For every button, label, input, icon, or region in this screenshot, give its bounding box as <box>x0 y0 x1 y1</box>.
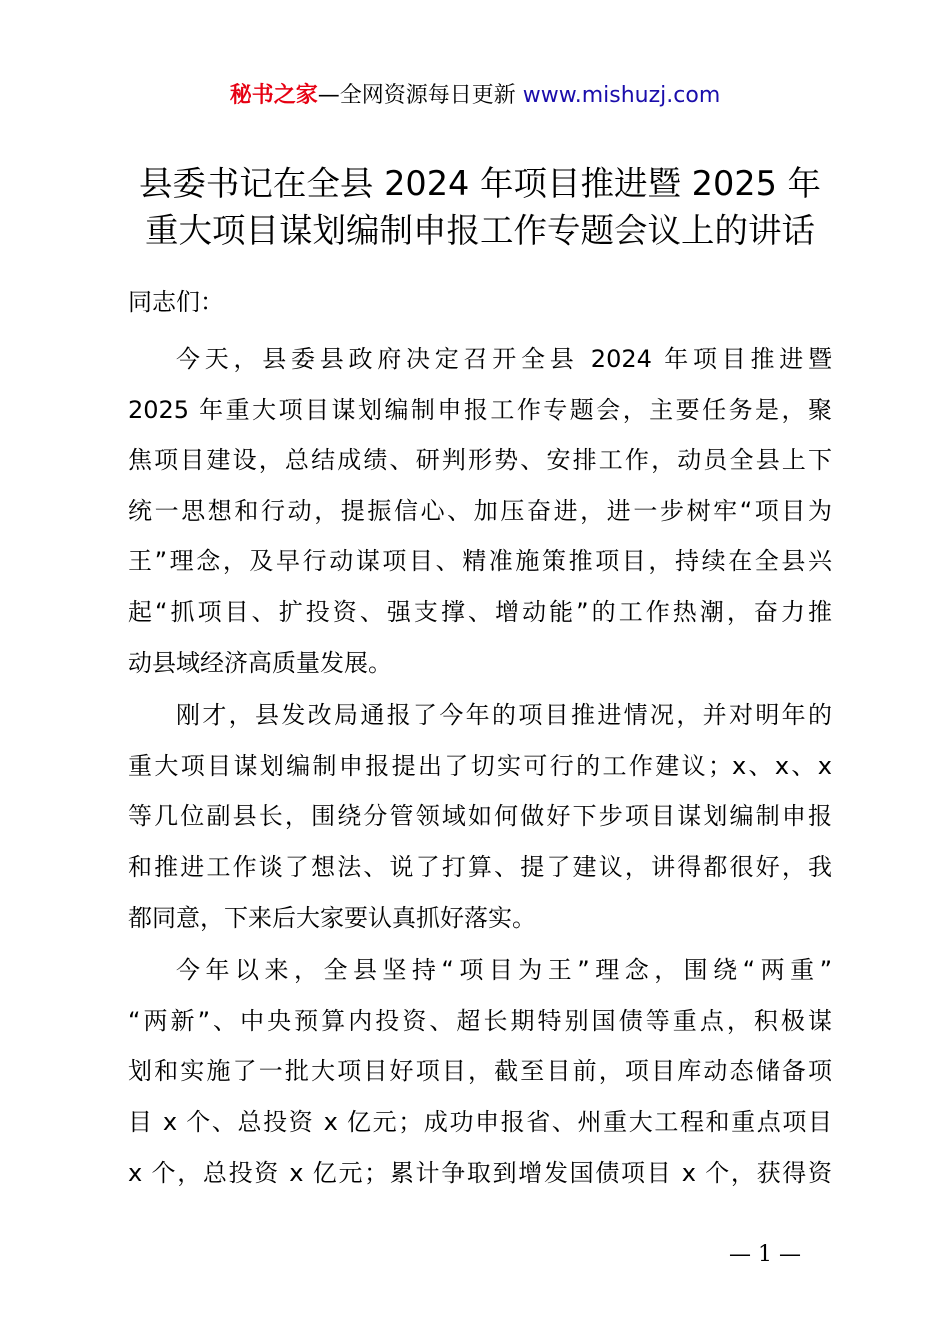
site-brand: 秘书之家 <box>229 83 318 108</box>
text-line: 等几位副县长，围绕分管领域如何做好下步项目谋划编制申报 <box>128 802 832 831</box>
text-line: 焦项目建设，总结成绩、研判形势、安排工作，动员全县上下 <box>128 446 832 475</box>
text-line: x 个，总投资 x 亿元；累计争取到增发国债项目 x 个，获得资 <box>128 1158 832 1187</box>
text-line: 统一思想和行动，提振信心、加压奋进，进一步树牢“项目为 <box>128 496 832 525</box>
text-line: 目 x 个、总投资 x 亿元；成功申报省、州重大工程和重点项目 <box>128 1107 832 1136</box>
text-line: 刚才，县发改局通报了今年的项目推进情况，并对明年的 <box>176 701 832 730</box>
text-line: 起“抓项目、扩投资、强支撑、增动能”的工作热潮，奋力推 <box>128 597 832 626</box>
site-header <box>0 80 950 112</box>
text-line: “两新”、中央预算内投资、超长期特别国债等重点，积极谋 <box>128 1006 832 1035</box>
page-number: — 1 — <box>729 1242 801 1267</box>
title-line: 重大项目谋划编制申报工作专题会议上的讲话 <box>145 211 815 250</box>
document-title <box>125 160 835 254</box>
text-line: 动县域经济高质量发展。 <box>128 648 392 677</box>
paragraph <box>128 945 832 1198</box>
site-url-link[interactable]: www.mishuzj.com <box>522 83 721 108</box>
text-line: 都同意，下来后大家要认真抓好落实。 <box>128 903 536 932</box>
text-line: 划和实施了一批大项目好项目，截至目前，项目库动态储备项 <box>128 1057 832 1086</box>
paragraph <box>128 334 832 688</box>
site-slogan: —全网资源每日更新 <box>317 83 523 108</box>
document-body <box>128 334 832 1200</box>
text-line: 王”理念，及早行动谋项目、精准施策推项目，持续在全县兴 <box>128 547 832 576</box>
text-line: 2025 年重大项目谋划编制申报工作专题会，主要任务是，聚 <box>128 395 832 424</box>
title-line: 县委书记在全县 2024 年项目推进暨 2025 年 <box>138 164 822 203</box>
salutation: 同志们： <box>128 288 224 316</box>
text-line: 重大项目谋划编制申报提出了切实可行的工作建议；x、x、x <box>128 751 832 780</box>
text-line: 和推进工作谈了想法、说了打算、提了建议，讲得都很好，我 <box>128 852 832 881</box>
paragraph <box>128 690 832 943</box>
text-line: 今年以来，全县坚持“项目为王”理念，围绕“两重” <box>176 956 832 985</box>
text-line: 今天，县委县政府决定召开全县 2024 年项目推进暨 <box>176 345 832 373</box>
